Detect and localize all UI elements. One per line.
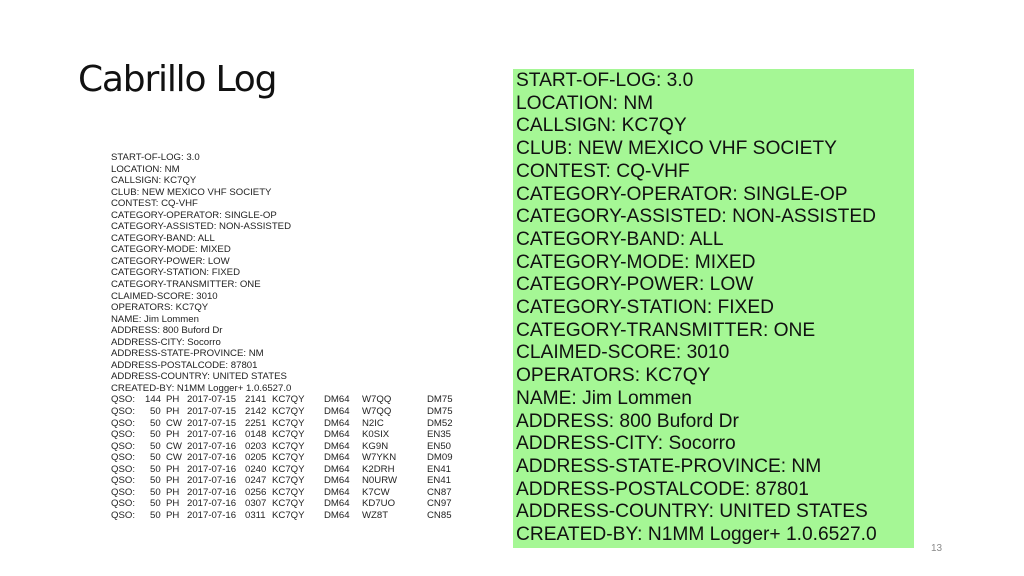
qso-call: KC7QY — [272, 463, 305, 475]
qso-call: KC7QY — [272, 429, 305, 441]
qso-rgrid: DM52 — [427, 417, 453, 429]
qso-tag: QSO: — [111, 486, 135, 498]
qso-row — [111, 487, 471, 499]
qso-date: 2017-07-16 — [187, 440, 237, 452]
qso-grid: DM64 — [324, 475, 350, 487]
qso-date: 2017-07-15 — [187, 394, 237, 406]
qso-date: 2017-07-15 — [187, 417, 237, 429]
log-header-line: LOCATION: NM — [111, 163, 180, 175]
log-header-line-large: ADDRESS: 800 Buford Dr — [516, 410, 739, 432]
log-header-line-large: START-OF-LOG: 3.0 — [516, 70, 694, 91]
qso-freq: 50 — [150, 509, 161, 521]
qso-row — [111, 394, 471, 406]
qso-row — [111, 498, 471, 510]
qso-time: 0205 — [245, 452, 267, 464]
log-header-line-large: LOCATION: NM — [516, 92, 654, 114]
log-header-line: ADDRESS-CITY: Socorro — [111, 336, 221, 348]
qso-time: 0247 — [245, 475, 267, 487]
qso-rgrid: DM75 — [427, 406, 453, 418]
log-header-lines — [111, 152, 471, 394]
qso-time: 0148 — [245, 429, 267, 441]
qso-rcall: K7CW — [362, 486, 390, 498]
qso-tag: QSO: — [111, 452, 135, 464]
qso-rgrid: EN50 — [427, 440, 451, 452]
log-header-line: CATEGORY-OPERATOR: SINGLE-OP — [111, 209, 277, 221]
log-header-line-large: ADDRESS-STATE-PROVINCE: NM — [516, 455, 822, 477]
qso-freq: 50 — [150, 452, 161, 464]
qso-date: 2017-07-16 — [187, 452, 237, 464]
qso-mode: PH — [166, 429, 180, 441]
qso-rgrid: DM75 — [427, 394, 453, 406]
log-header-line: CATEGORY-MODE: MIXED — [111, 244, 231, 256]
qso-rcall: W7YKN — [362, 452, 397, 464]
log-header-line-large: ADDRESS-COUNTRY: UNITED STATES — [516, 501, 868, 523]
qso-date: 2017-07-16 — [187, 463, 237, 475]
qso-freq: 50 — [150, 486, 161, 498]
qso-date: 2017-07-16 — [187, 429, 237, 441]
log-header-line-large: CLAIMED-SCORE: 3010 — [516, 342, 730, 364]
qso-time: 2141 — [245, 394, 267, 406]
qso-date: 2017-07-16 — [187, 486, 237, 498]
log-header-line: CATEGORY-ASSISTED: NON-ASSISTED — [111, 221, 292, 233]
qso-freq: 50 — [150, 463, 161, 475]
qso-mode: PH — [166, 463, 180, 475]
log-header-line-large: CATEGORY-ASSISTED: NON-ASSISTED — [516, 206, 877, 228]
qso-freq: 50 — [150, 498, 161, 510]
qso-tag: QSO: — [111, 417, 135, 429]
log-header-line: START-OF-LOG: 3.0 — [111, 152, 200, 163]
qso-row — [111, 475, 471, 487]
qso-grid: DM64 — [324, 498, 350, 510]
log-header-line: ADDRESS-COUNTRY: UNITED STATES — [111, 371, 287, 383]
log-header-line: ADDRESS: 800 Buford Dr — [111, 325, 223, 337]
log-header-line: NAME: Jim Lommen — [111, 313, 199, 325]
qso-tag: QSO: — [111, 509, 135, 521]
log-header-line-large: CALLSIGN: KC7QY — [516, 115, 687, 137]
qso-grid: DM64 — [324, 452, 350, 464]
qso-rgrid: CN87 — [427, 486, 452, 498]
qso-row — [111, 429, 471, 441]
qso-call: KC7QY — [272, 417, 305, 429]
qso-call: KC7QY — [272, 394, 305, 406]
page-number: 13 — [931, 543, 943, 554]
qso-mode: PH — [166, 394, 180, 406]
qso-mode: PH — [166, 486, 180, 498]
qso-rcall: K0SIX — [362, 429, 390, 441]
log-header-line-large: CLUB: NEW MEXICO VHF SOCIETY — [516, 138, 837, 160]
qso-rcall: N0URW — [362, 475, 398, 487]
qso-tag: QSO: — [111, 394, 135, 406]
log-header-line-large: CATEGORY-BAND: ALL — [516, 228, 724, 250]
qso-freq: 50 — [150, 475, 161, 487]
qso-row — [111, 452, 471, 464]
qso-mode: PH — [166, 406, 180, 418]
qso-call: KC7QY — [272, 486, 305, 498]
qso-call: KC7QY — [272, 406, 305, 418]
qso-date: 2017-07-16 — [187, 475, 237, 487]
qso-row — [111, 406, 471, 418]
log-header-line-large: NAME: Jim Lommen — [516, 387, 692, 409]
qso-date: 2017-07-16 — [187, 509, 237, 521]
log-header-line: CLAIMED-SCORE: 3010 — [111, 290, 218, 302]
log-header-line-large: CATEGORY-MODE: MIXED — [516, 251, 756, 273]
qso-grid: DM64 — [324, 394, 350, 406]
qso-row — [111, 418, 471, 430]
qso-tag: QSO: — [111, 406, 135, 418]
qso-call: KC7QY — [272, 440, 305, 452]
qso-rcall: KD7UO — [362, 498, 396, 510]
qso-rgrid: CN97 — [427, 498, 452, 510]
qso-freq: 50 — [150, 440, 161, 452]
qso-row — [111, 441, 471, 453]
qso-grid: DM64 — [324, 417, 350, 429]
qso-time: 0311 — [245, 509, 266, 521]
log-header-line-large: CATEGORY-TRANSMITTER: ONE — [516, 319, 816, 341]
qso-rcall: W7QQ — [362, 394, 392, 406]
log-header-line: CONTEST: CQ-VHF — [111, 198, 198, 210]
qso-rgrid: EN41 — [427, 475, 451, 487]
qso-row — [111, 510, 471, 522]
log-header-line-large: CATEGORY-STATION: FIXED — [516, 297, 774, 319]
qso-grid: DM64 — [324, 429, 350, 441]
qso-tag: QSO: — [111, 440, 135, 452]
log-header-line-large: ADDRESS-CITY: Socorro — [516, 433, 736, 455]
slide-title: Cabrillo Log — [78, 59, 277, 100]
qso-rgrid: EN41 — [427, 463, 451, 475]
log-header-line-large: CATEGORY-OPERATOR: SINGLE-OP — [516, 183, 848, 205]
qso-tag: QSO: — [111, 498, 135, 510]
qso-call: KC7QY — [272, 509, 305, 521]
qso-date: 2017-07-15 — [187, 406, 237, 418]
qso-grid: DM64 — [324, 509, 350, 521]
qso-time: 0240 — [245, 463, 267, 475]
log-header-line-large: CATEGORY-POWER: LOW — [516, 274, 754, 296]
qso-mode: PH — [166, 509, 180, 521]
log-header-line-large: OPERATORS: KC7QY — [516, 365, 711, 387]
log-header-line: CATEGORY-STATION: FIXED — [111, 267, 240, 279]
qso-mode: CW — [166, 440, 182, 452]
qso-grid: DM64 — [324, 440, 350, 452]
qso-rcall: N2IC — [362, 417, 384, 429]
qso-rgrid: EN35 — [427, 429, 451, 441]
qso-call: KC7QY — [272, 498, 305, 510]
qso-rgrid: CN85 — [427, 509, 452, 521]
qso-mode: PH — [166, 475, 180, 487]
log-header-line: OPERATORS: KC7QY — [111, 302, 209, 314]
qso-time: 0307 — [245, 498, 267, 510]
qso-grid: DM64 — [324, 486, 350, 498]
qso-time: 0203 — [245, 440, 267, 452]
log-header-line-large: ADDRESS-POSTALCODE: 87801 — [516, 478, 809, 500]
qso-date: 2017-07-16 — [187, 498, 237, 510]
log-header-line: CATEGORY-BAND: ALL — [111, 232, 215, 244]
qso-time: 0256 — [245, 486, 267, 498]
qso-freq: 50 — [150, 417, 161, 429]
cabrillo-log-zoomed — [513, 69, 914, 548]
log-header-line: ADDRESS-POSTALCODE: 87801 — [111, 359, 258, 371]
log-header-line-large: CREATED-BY: N1MM Logger+ 1.0.6527.0 — [516, 524, 877, 546]
qso-tag: QSO: — [111, 463, 135, 475]
qso-mode: CW — [166, 417, 182, 429]
qso-tag: QSO: — [111, 429, 135, 441]
qso-freq: 144 — [145, 394, 162, 406]
qso-call: KC7QY — [272, 475, 305, 487]
log-header-line: CATEGORY-POWER: LOW — [111, 255, 230, 267]
qso-rcall: KG9N — [362, 440, 389, 452]
cabrillo-log-small — [111, 152, 471, 522]
log-header-line: ADDRESS-STATE-PROVINCE: NM — [111, 348, 264, 360]
qso-freq: 50 — [150, 429, 161, 441]
qso-row — [111, 464, 471, 476]
qso-mode: PH — [166, 498, 180, 510]
qso-freq: 50 — [150, 406, 161, 418]
qso-grid: DM64 — [324, 406, 350, 418]
log-header-line: CALLSIGN: KC7QY — [111, 175, 197, 187]
qso-rcall: W7QQ — [362, 406, 392, 418]
log-header-line-large: CONTEST: CQ-VHF — [516, 160, 690, 182]
qso-rcall: WZ8T — [362, 509, 389, 521]
qso-time: 2251 — [245, 417, 267, 429]
qso-lines — [111, 394, 471, 521]
qso-time: 2142 — [245, 406, 267, 418]
log-header-line: CATEGORY-TRANSMITTER: ONE — [111, 279, 261, 291]
qso-rcall: K2DRH — [362, 463, 395, 475]
log-header-line: CREATED-BY: N1MM Logger+ 1.0.6527.0 — [111, 382, 292, 394]
qso-rgrid: DM09 — [427, 452, 453, 464]
qso-call: KC7QY — [272, 452, 305, 464]
qso-tag: QSO: — [111, 475, 135, 487]
qso-grid: DM64 — [324, 463, 350, 475]
qso-mode: CW — [166, 452, 182, 464]
log-header-line: CLUB: NEW MEXICO VHF SOCIETY — [111, 186, 272, 198]
